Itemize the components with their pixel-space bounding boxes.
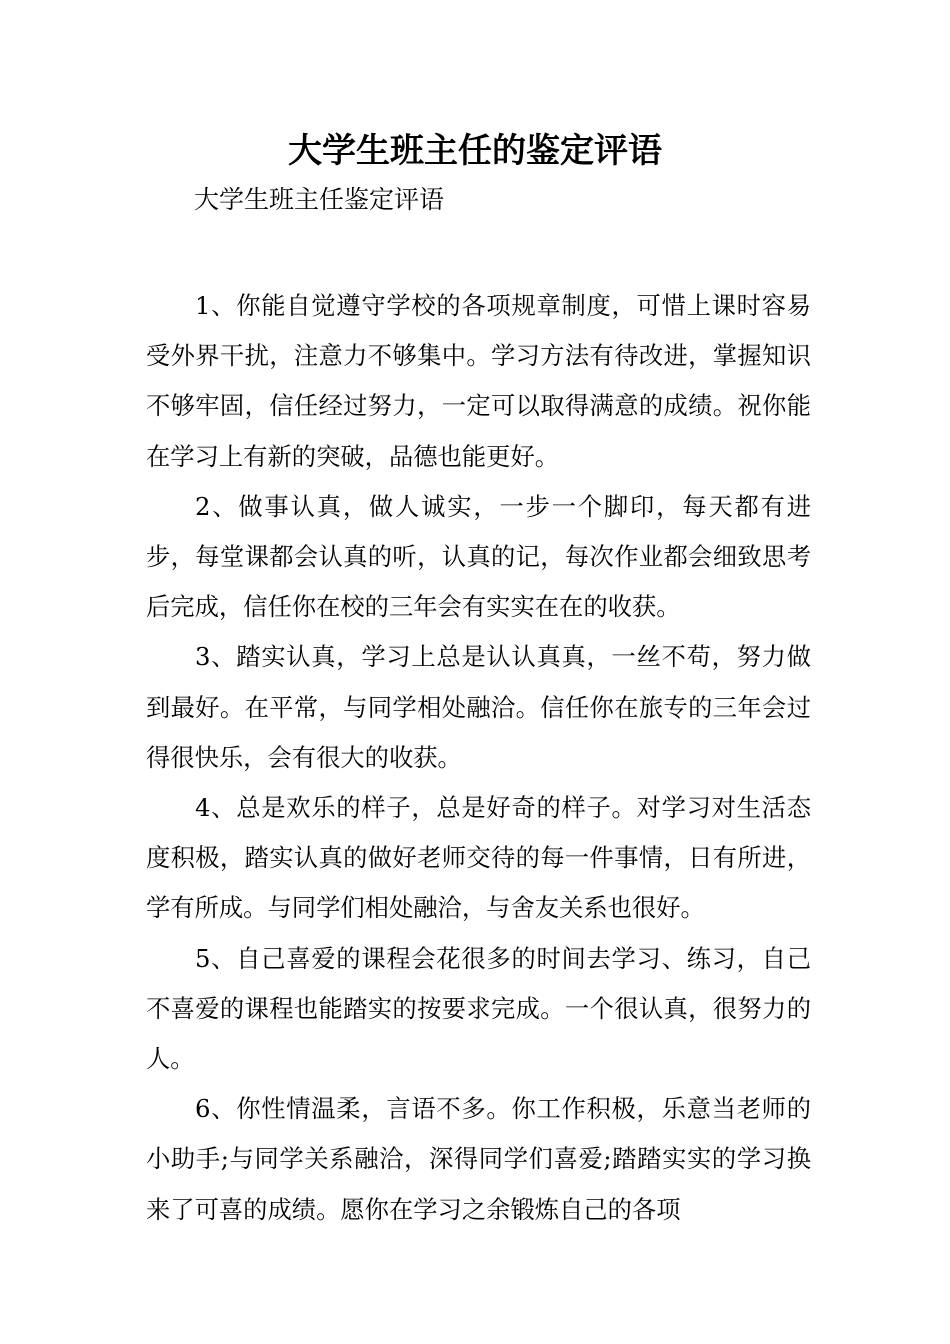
paragraph: 1、你能自觉遵守学校的各项规章制度，可惜上课时容易受外界干扰，注意力不够集中。学习方法有待改进，掌握知识不够牢固，信任经过努力，一定可以取得满意的成绩。祝你能在学习上有新的突破，品德也能更好。: [146, 291, 811, 471]
document-title: 大学生班主任的鉴定评语: [288, 131, 662, 171]
paragraph: 4、总是欢乐的样子，总是好奇的样子。对学习对生活态度积极，踏实认真的做好老师交待的每一件事情，日有所进，学有所成。与同学们相处融洽，与舍友关系也很好。: [146, 793, 811, 923]
document-subtitle: 大学生班主任鉴定评语: [194, 185, 445, 214]
document-body: [146, 281, 811, 1235]
paragraph: 3、踏实认真，学习上总是认认真真，一丝不苟，努力做到最好。在平常，与同学相处融洽。信任你在旅专的三年会过得很快乐，会有很大的收获。: [146, 642, 811, 772]
paragraph: 6、你性情温柔，言语不多。你工作积极，乐意当老师的小助手;与同学关系融洽，深得同学们喜爱;踏踏实实的学习换来了可喜的成绩。愿你在学习之余锻炼自己的各项: [146, 1094, 811, 1224]
paragraph: 2、做事认真，做人诚实，一步一个脚印，每天都有进步，每堂课都会认真的听，认真的记，每次作业都会细致思考后完成，信任你在校的三年会有实实在在的收获。: [146, 491, 811, 622]
paragraph: 5、自己喜爱的课程会花很多的时间去学习、练习，自己不喜爱的课程也能踏实的按要求完成。一个很认真，很努力的人。: [146, 943, 811, 1074]
